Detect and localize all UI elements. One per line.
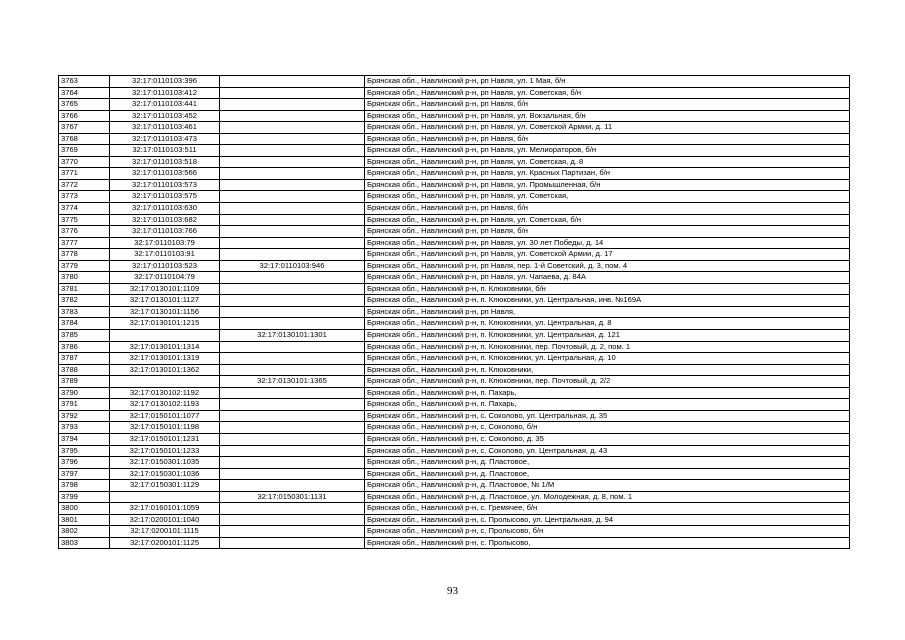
linked-cadastral-number-cell [220,249,365,261]
linked-cadastral-number-cell [220,295,365,307]
address-cell: Брянская обл., Навлинский р-н, рп Навля, ул. Вокзальная, б/н [365,110,850,122]
address-cell: Брянская обл., Навлинский р-н, рп Навля, б/н [365,203,850,215]
cadastral-number-cell: 32:17:0150101:1077 [110,410,220,422]
linked-cadastral-number-cell [220,503,365,515]
table-row [59,341,850,353]
table-row [59,179,850,191]
cadastral-number-cell: 32:17:0110103:766 [110,226,220,238]
address-cell: Брянская обл., Навлинский р-н, с. Соколово, ул. Центральная, д. 43 [365,445,850,457]
address-cell: Брянская обл., Навлинский р-н, п. Пахарь, [365,399,850,411]
linked-cadastral-number-cell [220,387,365,399]
linked-cadastral-number-cell [220,422,365,434]
row-number-cell: 3802 [59,526,110,538]
linked-cadastral-number-cell: 32:17:0130101:1301 [220,330,365,342]
address-cell: Брянская обл., Навлинский р-н, с. Гремячее, б/н [365,503,850,515]
address-cell: Брянская обл., Навлинский р-н, п. Клюковники, пер. Почтовый, д. 2/2 [365,376,850,388]
table-row [59,480,850,492]
row-number-cell: 3798 [59,480,110,492]
cadastral-number-cell: 32:17:0110103:630 [110,203,220,215]
cadastral-number-cell: 32:17:0110103:79 [110,237,220,249]
row-number-cell: 3792 [59,410,110,422]
cadastral-number-cell: 32:17:0150301:1035 [110,457,220,469]
address-cell: Брянская обл., Навлинский р-н, д. Пластовое, [365,468,850,480]
linked-cadastral-number-cell [220,480,365,492]
linked-cadastral-number-cell [220,237,365,249]
linked-cadastral-number-cell [220,110,365,122]
linked-cadastral-number-cell [220,526,365,538]
address-cell: Брянская обл., Навлинский р-н, п. Клюковники, [365,364,850,376]
address-cell: Брянская обл., Навлинский р-н, рп Навля, ул. 30 лет Победы, д. 14 [365,237,850,249]
row-number-cell: 3772 [59,179,110,191]
row-number-cell: 3803 [59,537,110,549]
registry-table-body [59,76,850,549]
address-cell: Брянская обл., Навлинский р-н, рп Навля, ул. Красных Партизан, б/н [365,168,850,180]
address-cell: Брянская обл., Навлинский р-н, с. Пролысово, б/н [365,526,850,538]
cadastral-number-cell: 32:17:0130101:1319 [110,353,220,365]
table-row [59,468,850,480]
linked-cadastral-number-cell [220,133,365,145]
table-row [59,376,850,388]
table-row [59,445,850,457]
cadastral-number-cell: 32:17:0130101:1362 [110,364,220,376]
table-row [59,122,850,134]
address-cell: Брянская обл., Навлинский р-н, рп Навля, [365,306,850,318]
row-number-cell: 3783 [59,306,110,318]
address-cell: Брянская обл., Навлинский р-н, п. Клюковники, б/н [365,283,850,295]
row-number-cell: 3770 [59,156,110,168]
cadastral-number-cell: 32:17:0110103:518 [110,156,220,168]
address-cell: Брянская обл., Навлинский р-н, рп Навля, ул. 1 Мая, б/н [365,76,850,88]
table-row [59,491,850,503]
cadastral-number-cell: 32:17:0130101:1215 [110,318,220,330]
linked-cadastral-number-cell [220,179,365,191]
table-row [59,537,850,549]
table-row [59,526,850,538]
linked-cadastral-number-cell [220,203,365,215]
table-row [59,387,850,399]
address-cell: Брянская обл., Навлинский р-н, рп Навля, ул. Советская, б/н [365,87,850,99]
row-number-cell: 3801 [59,514,110,526]
table-row [59,283,850,295]
table-row [59,168,850,180]
row-number-cell: 3797 [59,468,110,480]
table-row [59,457,850,469]
row-number-cell: 3774 [59,203,110,215]
row-number-cell: 3784 [59,318,110,330]
row-number-cell: 3793 [59,422,110,434]
property-registry-table [58,75,850,549]
table-row [59,87,850,99]
linked-cadastral-number-cell [220,99,365,111]
address-cell: Брянская обл., Навлинский р-н, рп Навля, ул. Советская, [365,191,850,203]
row-number-cell: 3776 [59,226,110,238]
cadastral-number-cell: 32:17:0110103:566 [110,168,220,180]
linked-cadastral-number-cell: 32:17:0130101:1365 [220,376,365,388]
table-row [59,214,850,226]
address-cell: Брянская обл., Навлинский р-н, п. Пахарь, [365,387,850,399]
cadastral-number-cell: 32:17:0150301:1036 [110,468,220,480]
table-row [59,433,850,445]
cadastral-number-cell: 32:17:0130102:1193 [110,399,220,411]
row-number-cell: 3767 [59,122,110,134]
linked-cadastral-number-cell [220,514,365,526]
linked-cadastral-number-cell [220,122,365,134]
linked-cadastral-number-cell [220,457,365,469]
linked-cadastral-number-cell: 32:17:0110103:946 [220,260,365,272]
linked-cadastral-number-cell: 32:17:0150301:1131 [220,491,365,503]
row-number-cell: 3765 [59,99,110,111]
address-cell: Брянская обл., Навлинский р-н, рп Навля, ул. Советской Армии, д. 17 [365,249,850,261]
cadastral-number-cell: 32:17:0200101:1040 [110,514,220,526]
address-cell: Брянская обл., Навлинский р-н, д. Пластовое, [365,457,850,469]
row-number-cell: 3771 [59,168,110,180]
linked-cadastral-number-cell [220,468,365,480]
address-cell: Брянская обл., Навлинский р-н, рп Навля, пер. 1-й Советский, д. 3, пом. 4 [365,260,850,272]
address-cell: Брянская обл., Навлинский р-н, п. Клюковники, ул. Центральная, д. 10 [365,353,850,365]
linked-cadastral-number-cell [220,191,365,203]
table-row [59,76,850,88]
cadastral-number-cell: 32:17:0110103:91 [110,249,220,261]
table-row [59,203,850,215]
address-cell: Брянская обл., Навлинский р-н, рп Навля, ул. Чапаева, д. 84А [365,272,850,284]
cadastral-number-cell: 32:17:0150301:1129 [110,480,220,492]
table-row [59,272,850,284]
address-cell: Брянская обл., Навлинский р-н, п. Клюковники, ул. Центральная, д. 121 [365,330,850,342]
linked-cadastral-number-cell [220,87,365,99]
linked-cadastral-number-cell [220,364,365,376]
table-row [59,237,850,249]
address-cell: Брянская обл., Навлинский р-н, с. Соколово, б/н [365,422,850,434]
cadastral-number-cell: 32:17:0110103:523 [110,260,220,272]
linked-cadastral-number-cell [220,318,365,330]
row-number-cell: 3791 [59,399,110,411]
table-row [59,99,850,111]
row-number-cell: 3799 [59,491,110,503]
linked-cadastral-number-cell [220,445,365,457]
row-number-cell: 3790 [59,387,110,399]
cadastral-number-cell: 32:17:0110103:575 [110,191,220,203]
cadastral-number-cell: 32:17:0200101:1115 [110,526,220,538]
linked-cadastral-number-cell [220,537,365,549]
cadastral-number-cell [110,491,220,503]
cadastral-number-cell: 32:17:0130101:1127 [110,295,220,307]
linked-cadastral-number-cell [220,214,365,226]
address-cell: Брянская обл., Навлинский р-н, с. Соколово, ул. Центральная, д. 35 [365,410,850,422]
table-row [59,249,850,261]
linked-cadastral-number-cell [220,353,365,365]
table-row [59,133,850,145]
row-number-cell: 3795 [59,445,110,457]
row-number-cell: 3773 [59,191,110,203]
cadastral-number-cell: 32:17:0160101:1059 [110,503,220,515]
cadastral-number-cell: 32:17:0110103:573 [110,179,220,191]
cadastral-number-cell: 32:17:0110103:511 [110,145,220,157]
table-row [59,295,850,307]
table-row [59,110,850,122]
row-number-cell: 3766 [59,110,110,122]
row-number-cell: 3782 [59,295,110,307]
address-cell: Брянская обл., Навлинский р-н, рп Навля, ул. Советская, д. 8 [365,156,850,168]
linked-cadastral-number-cell [220,168,365,180]
table-row [59,399,850,411]
table-row [59,145,850,157]
cadastral-number-cell: 32:17:0110104:79 [110,272,220,284]
cadastral-number-cell: 32:17:0110103:441 [110,99,220,111]
address-cell: Брянская обл., Навлинский р-н, д. Пластовое, № 1/М [365,480,850,492]
table-row [59,156,850,168]
cadastral-number-cell: 32:17:0110103:452 [110,110,220,122]
table-row [59,306,850,318]
address-cell: Брянская обл., Навлинский р-н, рп Навля, б/н [365,133,850,145]
linked-cadastral-number-cell [220,145,365,157]
row-number-cell: 3800 [59,503,110,515]
table-row [59,260,850,272]
address-cell: Брянская обл., Навлинский р-н, рп Навля, ул. Промышленная, б/н [365,179,850,191]
table-row [59,503,850,515]
row-number-cell: 3779 [59,260,110,272]
address-cell: Брянская обл., Навлинский р-н, п. Клюковники, ул. Центральная, инв. №169А [365,295,850,307]
row-number-cell: 3778 [59,249,110,261]
row-number-cell: 3788 [59,364,110,376]
linked-cadastral-number-cell [220,76,365,88]
cadastral-number-cell: 32:17:0130101:1314 [110,341,220,353]
table-row [59,226,850,238]
linked-cadastral-number-cell [220,433,365,445]
table-row [59,422,850,434]
row-number-cell: 3781 [59,283,110,295]
page-number: 93 [447,585,458,597]
cadastral-number-cell: 32:17:0110103:682 [110,214,220,226]
cadastral-number-cell: 32:17:0200101:1125 [110,537,220,549]
row-number-cell: 3786 [59,341,110,353]
row-number-cell: 3796 [59,457,110,469]
table-row [59,330,850,342]
linked-cadastral-number-cell [220,341,365,353]
linked-cadastral-number-cell [220,272,365,284]
row-number-cell: 3787 [59,353,110,365]
address-cell: Брянская обл., Навлинский р-н, д. Пластовое, ул. Молодежная, д. 8, пом. 1 [365,491,850,503]
cadastral-number-cell [110,330,220,342]
row-number-cell: 3763 [59,76,110,88]
row-number-cell: 3794 [59,433,110,445]
linked-cadastral-number-cell [220,226,365,238]
linked-cadastral-number-cell [220,399,365,411]
address-cell: Брянская обл., Навлинский р-н, рп Навля, б/н [365,226,850,238]
linked-cadastral-number-cell [220,283,365,295]
linked-cadastral-number-cell [220,156,365,168]
row-number-cell: 3775 [59,214,110,226]
table-row [59,191,850,203]
row-number-cell: 3789 [59,376,110,388]
cadastral-number-cell: 32:17:0110103:473 [110,133,220,145]
address-cell: Брянская обл., Навлинский р-н, с. Пролысово, [365,537,850,549]
table-row [59,410,850,422]
address-cell: Брянская обл., Навлинский р-н, п. Клюковники, ул. Центральная, д. 8 [365,318,850,330]
row-number-cell: 3764 [59,87,110,99]
cadastral-number-cell: 32:17:0130101:1156 [110,306,220,318]
linked-cadastral-number-cell [220,306,365,318]
table-row [59,353,850,365]
row-number-cell: 3780 [59,272,110,284]
address-cell: Брянская обл., Навлинский р-н, рп Навля, ул. Советская, б/н [365,214,850,226]
address-cell: Брянская обл., Навлинский р-н, с. Соколово, д. 35 [365,433,850,445]
address-cell: Брянская обл., Навлинский р-н, п. Клюковники, пер. Почтовый, д. 2, пом. 1 [365,341,850,353]
row-number-cell: 3785 [59,330,110,342]
cadastral-number-cell: 32:17:0150101:1231 [110,433,220,445]
table-row [59,514,850,526]
table-row [59,364,850,376]
row-number-cell: 3769 [59,145,110,157]
cadastral-number-cell: 32:17:0130101:1109 [110,283,220,295]
address-cell: Брянская обл., Навлинский р-н, рп Навля, ул. Мелиораторов, б/н [365,145,850,157]
table-row [59,318,850,330]
cadastral-number-cell: 32:17:0150101:1233 [110,445,220,457]
row-number-cell: 3777 [59,237,110,249]
address-cell: Брянская обл., Навлинский р-н, с. Пролысово, ул. Центральная, д. 94 [365,514,850,526]
row-number-cell: 3768 [59,133,110,145]
cadastral-number-cell: 32:17:0110103:412 [110,87,220,99]
cadastral-number-cell: 32:17:0130102:1192 [110,387,220,399]
linked-cadastral-number-cell [220,410,365,422]
cadastral-number-cell: 32:17:0110103:396 [110,76,220,88]
cadastral-number-cell: 32:17:0150101:1198 [110,422,220,434]
cadastral-number-cell [110,376,220,388]
address-cell: Брянская обл., Навлинский р-н, рп Навля, ул. Советской Армии, д. 11 [365,122,850,134]
cadastral-number-cell: 32:17:0110103:461 [110,122,220,134]
address-cell: Брянская обл., Навлинский р-н, рп Навля, б/н [365,99,850,111]
